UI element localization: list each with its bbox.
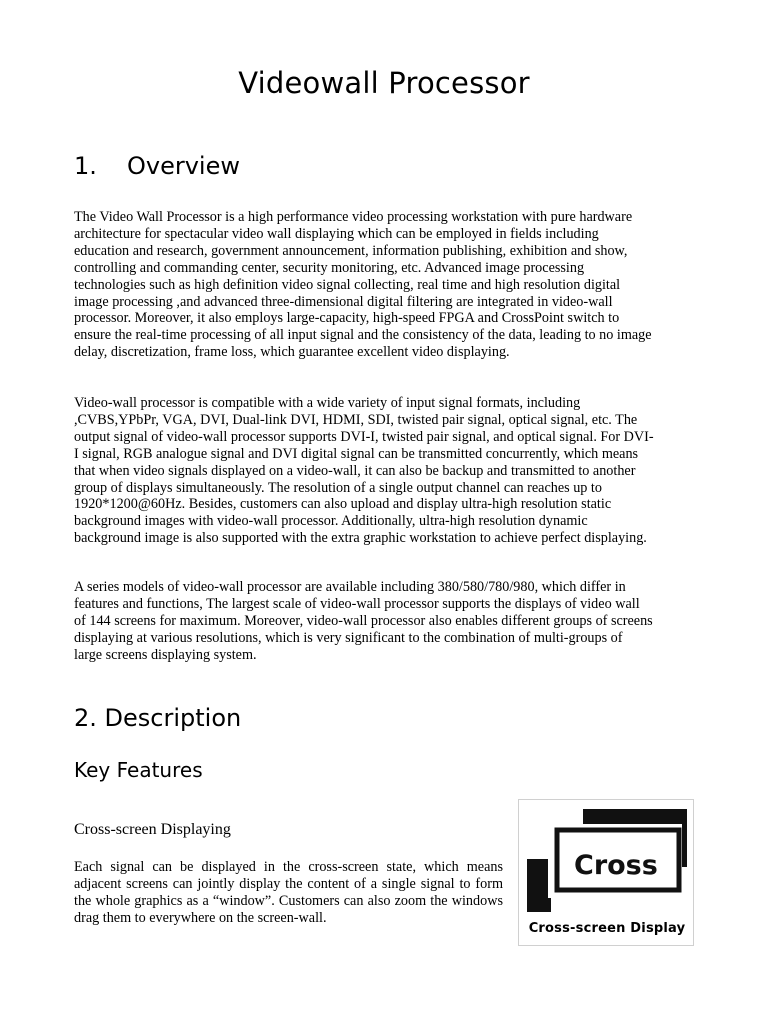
overview-paragraph-3: A series models of video-wall processor are available including 380/580/780/980, which differ in features and functions, The largest scale of video-wall processor supports the displays of video wall of 144 screens for maximum. Moreover, video-wall processor also enables different groups of screens displaying at various resolutions, which is very significant to the combination of multi-groups of large screens displaying system.: [74, 579, 653, 663]
feature-title: Cross-screen Displaying: [74, 821, 231, 838]
section-title: Overview: [127, 152, 240, 180]
section-number: 1.: [74, 152, 97, 180]
page-title: Videowall Processor: [238, 66, 530, 100]
cross-screen-graphic: [519, 800, 695, 920]
overview-paragraph-1: The Video Wall Processor is a high performance video processing workstation with pure hardware architecture for spectacular video wall displaying which can be employed in fields including education and research, government announcement, information publishing, exhibition and show, controlling and commanding center, security monitoring, etc. Advanced image processing technologies such as high definition video signal collecting, real time and high resolution digital image processing ,and advanced three-dimensional digital filtering are integrated in video-wall processor. Moreover, it also employs large-capacity, high-speed FPGA and CrossPoint switch to ensure the real-time processing of all input signal and the consistency of the data, leading to no image delay, discretization, frame loss, which guarantee excellent video displaying.: [74, 209, 652, 361]
left-screen-shape: [527, 859, 551, 912]
cross-screen-figure: [518, 799, 694, 946]
overview-paragraph-2: Video-wall processor is compatible with a wide variety of input signal formats, including ,CVBS,YPbPr, VGA, DVI, Dual-link DVI, HDMI, SDI, twisted pair signal, optical signal, etc. The output signal of video-wall processor supports DVI-I, twisted pair signal, and optical signal. For DVI-I signal, RGB analogue signal and DVI digital signal can be transmitted concurrently, which means that when video signals displayed on a video-wall, it can also be backup and transmitted to another group of displays simultaneously. The resolution of a single output channel can reaches up to 1920*1200@60Hz. Besides, customers can also upload and display ultra-high resolution static background images with video-wall processor. Additionally, ultra-high resolution dynamic background image is also supported with the extra graphic workstation to achieve perfect displaying.: [74, 395, 654, 547]
section-heading-overview: [74, 152, 240, 180]
feature-description: Each signal can be displayed in the cross-screen state, which means adjacent screens can jointly display the content of a single signal to form the whole graphics as a “window”. Customers can also zoom the windows drag them to everywhere on the screen-wall.: [74, 859, 503, 926]
key-features-heading: Key Features: [74, 758, 203, 782]
figure-caption: Cross-screen Display: [528, 921, 686, 936]
section-heading-description: 2. Description: [74, 704, 242, 732]
figure-word: Cross: [574, 850, 658, 881]
